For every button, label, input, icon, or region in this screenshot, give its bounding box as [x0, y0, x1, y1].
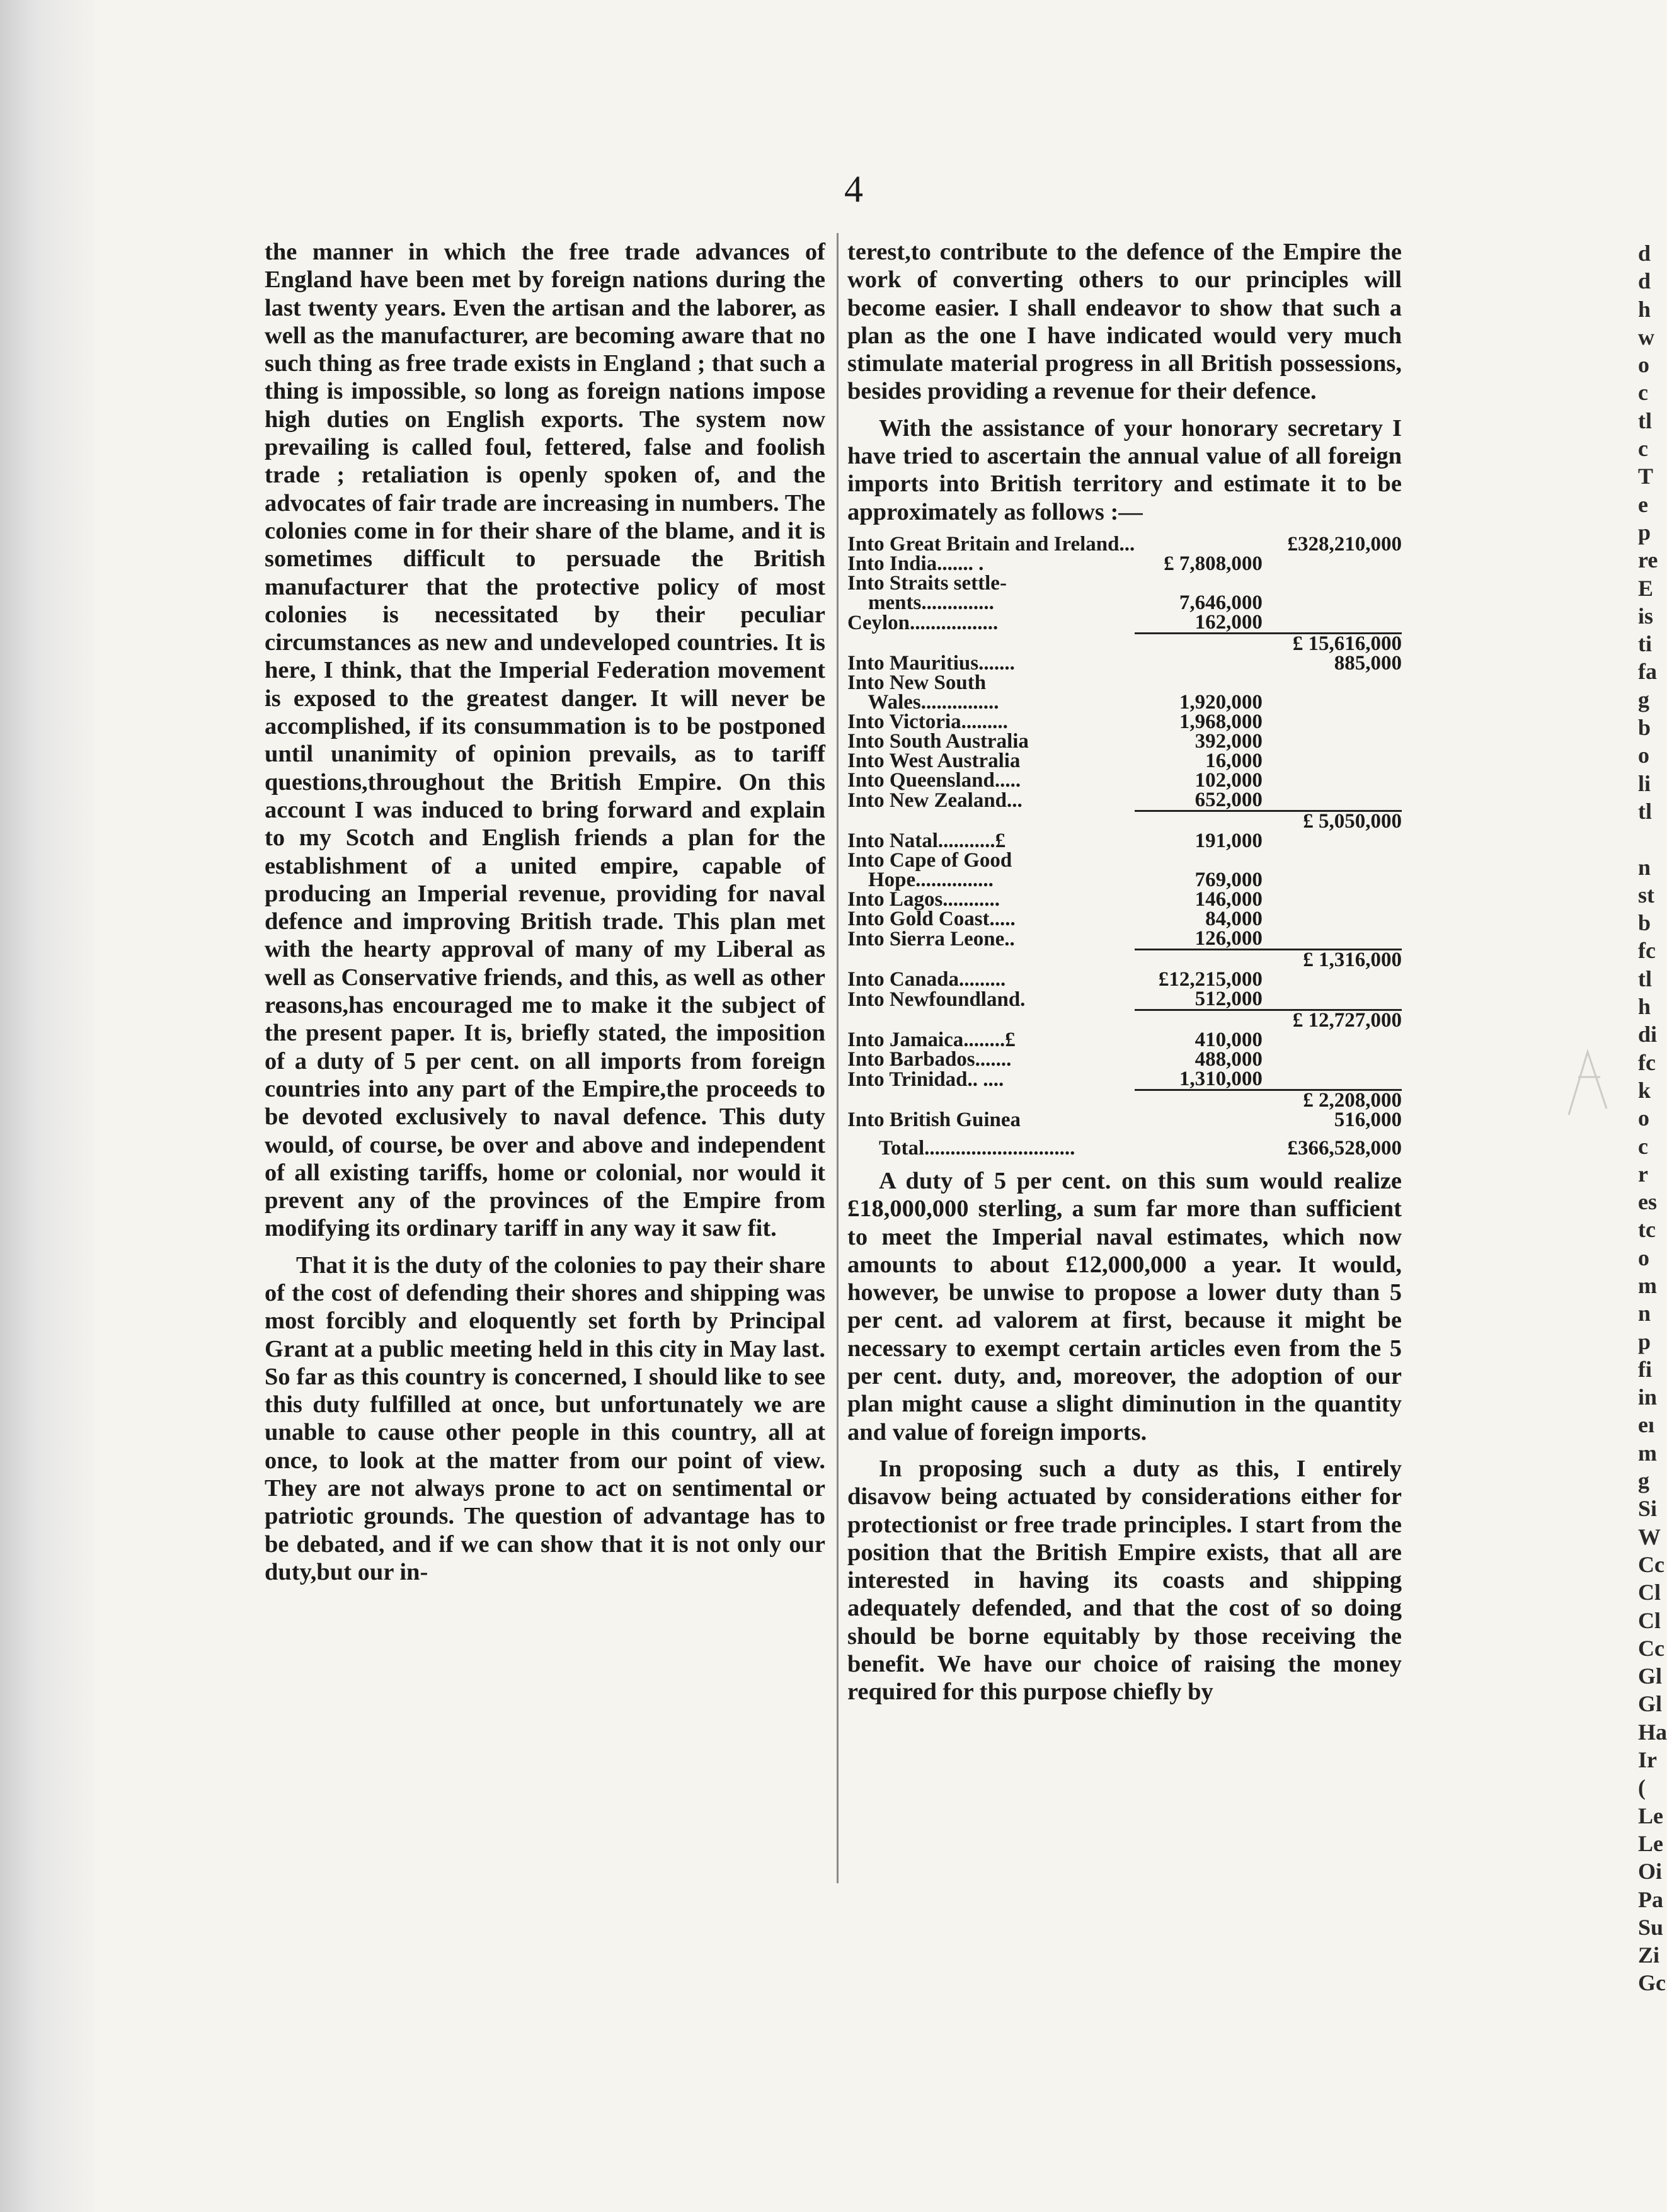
imports-row-subtotal: £ 1,316,000 — [1263, 949, 1402, 970]
imports-row-subtotal — [1263, 554, 1402, 574]
imports-row — [847, 554, 1402, 574]
total-label: Total............................. — [879, 1136, 1075, 1160]
imports-row-subtotal — [1263, 870, 1402, 890]
edge-fragment: is — [1638, 603, 1654, 629]
column-divider — [837, 233, 839, 1883]
edge-fragment: b — [1638, 910, 1651, 936]
imports-row — [847, 811, 1402, 831]
edge-fragment: ( — [1638, 1775, 1646, 1801]
imports-row-amount: 1,310,000 — [1179, 1067, 1263, 1090]
imports-row — [847, 1010, 1402, 1030]
imports-row-subtotal: £ 12,727,000 — [1263, 1010, 1402, 1030]
edge-fragment: w — [1638, 324, 1654, 350]
right-column — [847, 238, 1402, 1706]
edge-fragment: h — [1638, 994, 1651, 1020]
imports-row — [847, 970, 1402, 989]
right-paragraph-4: In proposing such a duty as this, I entirely disavow being actuated by considerations either for protectionist or free trade principles. I start from the position that the British Empire exists, that all are interested in having its coasts and shipping adequately defended, and that the cost of so doing should be borne equitably by those receiving the benefit. We have our choice of raising the money required for this purpose chiefly by — [847, 1455, 1402, 1706]
edge-fragment: n — [1638, 1301, 1651, 1326]
imports-row — [847, 574, 1402, 593]
imports-row — [847, 673, 1402, 693]
imports-table — [847, 532, 1402, 1160]
right-paragraph-2: With the assistance of your honorary secretary I have tried to ascertain the annual value of all foreign imports into British territory and estimate it to be approximately as follows :— — [847, 414, 1402, 525]
edge-fragment: h — [1638, 296, 1651, 322]
edge-fragment: o — [1638, 1105, 1649, 1131]
edge-fragment: Gc — [1638, 1970, 1666, 1996]
edge-fragment: o — [1638, 743, 1649, 768]
edge-fragment: E — [1638, 575, 1654, 601]
left-paragraph-2: That it is the duty of the colonies to pay their share of the cost of defending their shores and shipping was most forcibly and eloquently set forth by Principal Grant at a public meeting held in this city in May last. So far as this country is concerned, I should like to see this duty fulfilled at once, but unfortunately we are unable to cause other people in this country, all at once, to look at the matter from our point of view. They are not always prone to act on sentimental or patriotic grounds. The question of advantage has to be debated, and if we can show that it is not only our duty,but our in- — [265, 1251, 825, 1585]
imports-row — [847, 790, 1402, 811]
edge-fragment: e — [1638, 491, 1648, 517]
imports-row-subtotal — [1263, 1030, 1402, 1050]
imports-row-label: Into British Guinea — [847, 1108, 1021, 1131]
imports-row-amount — [1135, 535, 1263, 554]
edge-fragment: fc — [1638, 1049, 1656, 1075]
imports-row — [847, 929, 1402, 950]
edge-fragment: o — [1638, 1245, 1649, 1270]
edge-fragment: Cl — [1638, 1580, 1661, 1605]
imports-row-subtotal — [1263, 613, 1402, 634]
edge-fragment: b — [1638, 715, 1651, 741]
edge-fragment: p — [1638, 519, 1651, 545]
imports-row-amount: 392,000 — [1194, 729, 1263, 753]
imports-row-label: Into Gold Coast..... — [847, 907, 1016, 930]
edge-fragment: Pa — [1638, 1886, 1663, 1912]
imports-row — [847, 1069, 1402, 1090]
imports-row — [847, 751, 1402, 771]
imports-row-amount: 1,968,000 — [1179, 710, 1263, 733]
imports-row — [847, 693, 1402, 712]
imports-row — [847, 909, 1402, 929]
edge-fragment: Le — [1638, 1803, 1663, 1828]
imports-row-label — [847, 811, 1135, 831]
imports-row — [847, 1030, 1402, 1050]
imports-row-subtotal — [1263, 909, 1402, 929]
edge-fragment: Zi — [1638, 1942, 1660, 1968]
right-paragraph-3: A duty of 5 per cent. on this sum would realize £18,000,000 sterling, a sum far more than sufficient to meet the Imperial naval estimates, which now amounts to about £12,000,000 a year. It would, however, be unwise to propose a lower duty than 5 per cent. ad valorem at first, because it might be necessary to exempt certain articles even from the 5 per cent. duty, and, moreover, the adoption of our plan might cause a slight diminution in the quantity and value of foreign imports. — [847, 1167, 1402, 1445]
imports-row-subtotal — [1263, 851, 1402, 870]
edge-fragment: Cl — [1638, 1607, 1661, 1633]
imports-row-amount: £12,215,000 — [1158, 967, 1263, 991]
edge-fragment — [1638, 825, 1666, 853]
edge-fragment: tl — [1638, 408, 1652, 433]
imports-row-amount: 410,000 — [1194, 1028, 1263, 1051]
imports-row-subtotal — [1263, 989, 1402, 1010]
imports-row-label — [847, 1010, 1135, 1030]
edge-fragment: n — [1638, 854, 1651, 880]
edge-fragment: g — [1638, 687, 1649, 712]
edge-fragment: Ir — [1638, 1747, 1657, 1773]
imports-row-amount: 191,000 — [1194, 829, 1263, 852]
imports-row-subtotal — [1263, 890, 1402, 909]
edge-fragment: c — [1638, 1133, 1648, 1159]
imports-row — [847, 1050, 1402, 1069]
edge-fragment: Su — [1638, 1914, 1664, 1940]
imports-row-amount — [1135, 949, 1263, 970]
imports-row — [847, 851, 1402, 870]
imports-row-label: Into India....... . — [847, 552, 984, 575]
imports-row-amount: £ 7,808,000 — [1164, 552, 1263, 575]
imports-row-label: Into Lagos........... — [847, 887, 1000, 911]
imports-row-amount: 16,000 — [1205, 749, 1263, 772]
imports-row-label: Into Mauritius....... — [847, 651, 1015, 675]
imports-row — [847, 535, 1402, 554]
imports-row-subtotal — [1263, 574, 1402, 593]
imports-row-subtotal — [1263, 751, 1402, 771]
edge-fragment: T — [1638, 464, 1654, 489]
imports-row-label: Into Cape of Good — [847, 848, 1012, 872]
imports-row-label: Into Jamaica........£ — [847, 1028, 1016, 1051]
imports-row-label: Into Great Britain and Ireland... — [847, 532, 1135, 556]
adjacent-page-fragments — [1638, 239, 1667, 1996]
imports-row — [847, 771, 1402, 790]
edge-fragment: Cc — [1638, 1551, 1664, 1577]
edge-fragment: in — [1638, 1384, 1658, 1410]
edge-fragment: tl — [1638, 966, 1652, 991]
imports-row — [847, 949, 1402, 970]
imports-row-amount: 126,000 — [1194, 926, 1263, 950]
imports-row — [847, 712, 1402, 732]
imports-row-amount — [1135, 654, 1263, 673]
imports-row-amount — [1135, 1090, 1263, 1110]
imports-row-label: Into Queensland..... — [847, 768, 1021, 792]
imports-row-label: Into Straits settle- — [847, 571, 1007, 595]
imports-row-amount: 102,000 — [1194, 768, 1263, 792]
imports-row-amount: 652,000 — [1194, 788, 1263, 811]
left-column — [265, 238, 825, 1586]
total-value: £366,528,000 — [1287, 1136, 1402, 1160]
imports-row-label: Into West Australia — [847, 749, 1021, 772]
edge-fragment: li — [1638, 770, 1651, 796]
imports-row-subtotal — [1263, 693, 1402, 712]
imports-row-label — [847, 633, 1135, 654]
imports-row-subtotal — [1263, 1050, 1402, 1069]
edge-fragment: st — [1638, 882, 1654, 908]
edge-fragment: ti — [1638, 631, 1652, 657]
imports-row-subtotal — [1263, 790, 1402, 811]
ink-show-through — [1562, 1039, 1619, 1127]
edge-fragment: tc — [1638, 1217, 1656, 1243]
imports-row-amount: 146,000 — [1194, 887, 1263, 911]
imports-row-subtotal: £ 2,208,000 — [1263, 1090, 1402, 1110]
imports-row-label — [847, 949, 1135, 970]
edge-fragment: Oi — [1638, 1859, 1663, 1884]
imports-row-label: Into Canada......... — [847, 967, 1006, 991]
edge-fragment: m — [1638, 1272, 1657, 1298]
imports-row-subtotal — [1263, 929, 1402, 950]
imports-row-subtotal — [1263, 970, 1402, 989]
imports-row-amount: 162,000 — [1194, 610, 1263, 634]
edge-fragment: Gl — [1638, 1691, 1663, 1717]
edge-fragment: r — [1638, 1161, 1648, 1187]
imports-row-subtotal — [1263, 593, 1402, 613]
imports-row-label: Into Natal...........£ — [847, 829, 1006, 852]
imports-row — [847, 593, 1402, 613]
imports-row — [847, 831, 1402, 851]
imports-row-subtotal — [1263, 732, 1402, 751]
imports-row-subtotal: £ 5,050,000 — [1263, 811, 1402, 831]
edge-fragment: fc — [1638, 938, 1656, 964]
edge-fragment: Ha — [1638, 1719, 1667, 1745]
edge-fragment: k — [1638, 1077, 1651, 1103]
edge-fragment: c — [1638, 436, 1648, 462]
imports-row-subtotal — [1263, 831, 1402, 851]
imports-row-amount: 488,000 — [1194, 1047, 1263, 1071]
edge-fragment: Si — [1638, 1496, 1658, 1522]
imports-row-label: Hope............... — [847, 868, 994, 891]
imports-row-label: Into Barbados....... — [847, 1047, 1012, 1071]
binding-shadow — [0, 0, 95, 2212]
imports-row — [847, 989, 1402, 1010]
imports-row-amount — [1135, 574, 1263, 593]
imports-row-label — [847, 1090, 1135, 1110]
edge-fragment: o — [1638, 352, 1649, 378]
imports-row-subtotal: £328,210,000 — [1287, 532, 1402, 556]
imports-row-amount — [1135, 633, 1263, 654]
imports-row-label: ments.............. — [847, 591, 994, 614]
edge-fragment: W — [1638, 1524, 1661, 1549]
edge-fragment: d — [1638, 241, 1651, 266]
edge-fragment: d — [1638, 268, 1651, 294]
imports-row-subtotal: 885,000 — [1334, 651, 1402, 675]
imports-row-subtotal: 516,000 — [1334, 1108, 1402, 1131]
edge-fragment: tl — [1638, 798, 1652, 824]
edge-fragment: Cc — [1638, 1635, 1664, 1661]
imports-row — [847, 654, 1402, 673]
edge-fragment: g — [1638, 1468, 1649, 1494]
page-number: 4 — [844, 168, 863, 210]
imports-row-amount: 7,646,000 — [1179, 591, 1263, 614]
imports-row-label: Wales............... — [847, 690, 999, 714]
imports-row — [847, 1110, 1402, 1130]
imports-row-subtotal — [1263, 712, 1402, 732]
edge-fragment: Gl — [1638, 1663, 1663, 1689]
imports-row-label: Into New Zealand... — [847, 789, 1023, 812]
imports-row-amount: 769,000 — [1194, 868, 1263, 891]
imports-row-label: Ceylon................. — [847, 612, 999, 635]
imports-row-amount — [1135, 1110, 1263, 1130]
imports-row — [847, 890, 1402, 909]
imports-row-subtotal: £ 15,616,000 — [1263, 633, 1402, 654]
imports-row-amount: 84,000 — [1205, 907, 1263, 930]
edge-fragment: m — [1638, 1440, 1657, 1466]
imports-row — [847, 633, 1402, 654]
imports-row-subtotal — [1263, 1069, 1402, 1090]
imports-row-subtotal — [1263, 771, 1402, 790]
imports-row-label: Into Newfoundland. — [847, 988, 1026, 1012]
imports-row-label: Into Trinidad.. .... — [847, 1068, 1004, 1092]
imports-row-amount — [1135, 1010, 1263, 1030]
left-paragraph-1: the manner in which the free trade advances of England have been met by foreign nations during the last twenty years. Even the artisan and the laborer, as well as the manufacturer, are becoming aware that no such thing as free trade exists in England ; that such a thing is impossible, so long as foreign nations impose high duties on English exports. The system now prevailing is called foul, fettered, false and foolish trade ; retaliation is openly spoken of, and the advocates of fair trade are increasing in numbers. The colonies come in for their share of the blame, and it is sometimes difficult to persuade the British manufacturer that the protective policy of most colonies is necessitated by their peculiar circumstances as new and undeveloped countries. It is here, I think, that the Imperial Federation movement is exposed to the greatest danger. It will never be accomplished, if its consummation is to be postponed until unanimity of opinion prevails, as to tariff questions,throughout the British Empire. On this account I was induced to bring forward and explain to my Scotch and English friends a plan for the establishment of a united empire, capable of producing an Imperial revenue, providing for naval defence and improving British trade. This plan met with the hearty approval of many of my Liberal as well as Conservative friends, and this, as well as other reasons,has encouraged me to make it the subject of the present paper. It is, briefly stated, the imposition of a duty of 5 per cent. on all imports from foreign countries into any part of the Empire,the proceeds to be devoted exclusively to naval defence. This duty would, of course, be over and above and independent of all existing tariffs, home or colonial, nor would it prevent any of the provinces of the Empire from modifying its ordinary tariff in any way it saw fit. — [265, 239, 825, 1242]
imports-row-amount — [1135, 811, 1263, 831]
imports-row — [847, 732, 1402, 751]
imports-total-row — [847, 1130, 1402, 1158]
right-paragraph-1: terest,to contribute to the defence of the Empire the work of converting others to our principles will become easier. I shall endeavor to show that such a plan as the one I have indicated would very much stimulate material progress in all British possessions, besides providing a revenue for their defence. — [847, 239, 1402, 405]
imports-row-subtotal — [1263, 673, 1402, 693]
edge-fragment: fi — [1638, 1356, 1652, 1382]
edge-fragment: di — [1638, 1022, 1658, 1047]
edge-fragment: p — [1638, 1328, 1651, 1354]
imports-row-label: Into Sierra Leone.. — [847, 928, 1015, 951]
imports-row-label: Into New South — [847, 671, 987, 694]
edge-fragment: c — [1638, 380, 1648, 406]
imports-row-amount: 1,920,000 — [1179, 690, 1263, 714]
edge-fragment: re — [1638, 547, 1658, 573]
edge-fragment: es — [1638, 1189, 1657, 1215]
edge-fragment: Le — [1638, 1830, 1663, 1856]
imports-row-label: Into South Australia — [847, 729, 1029, 753]
imports-row — [847, 613, 1402, 634]
imports-row-amount — [1135, 851, 1263, 870]
imports-row — [847, 1090, 1402, 1110]
edge-fragment: fa — [1638, 659, 1657, 685]
imports-row — [847, 870, 1402, 890]
imports-row-amount — [1135, 673, 1263, 693]
imports-row-amount: 512,000 — [1194, 987, 1263, 1010]
edge-fragment: eı — [1638, 1412, 1654, 1438]
imports-row-label: Into Victoria......... — [847, 710, 1008, 733]
